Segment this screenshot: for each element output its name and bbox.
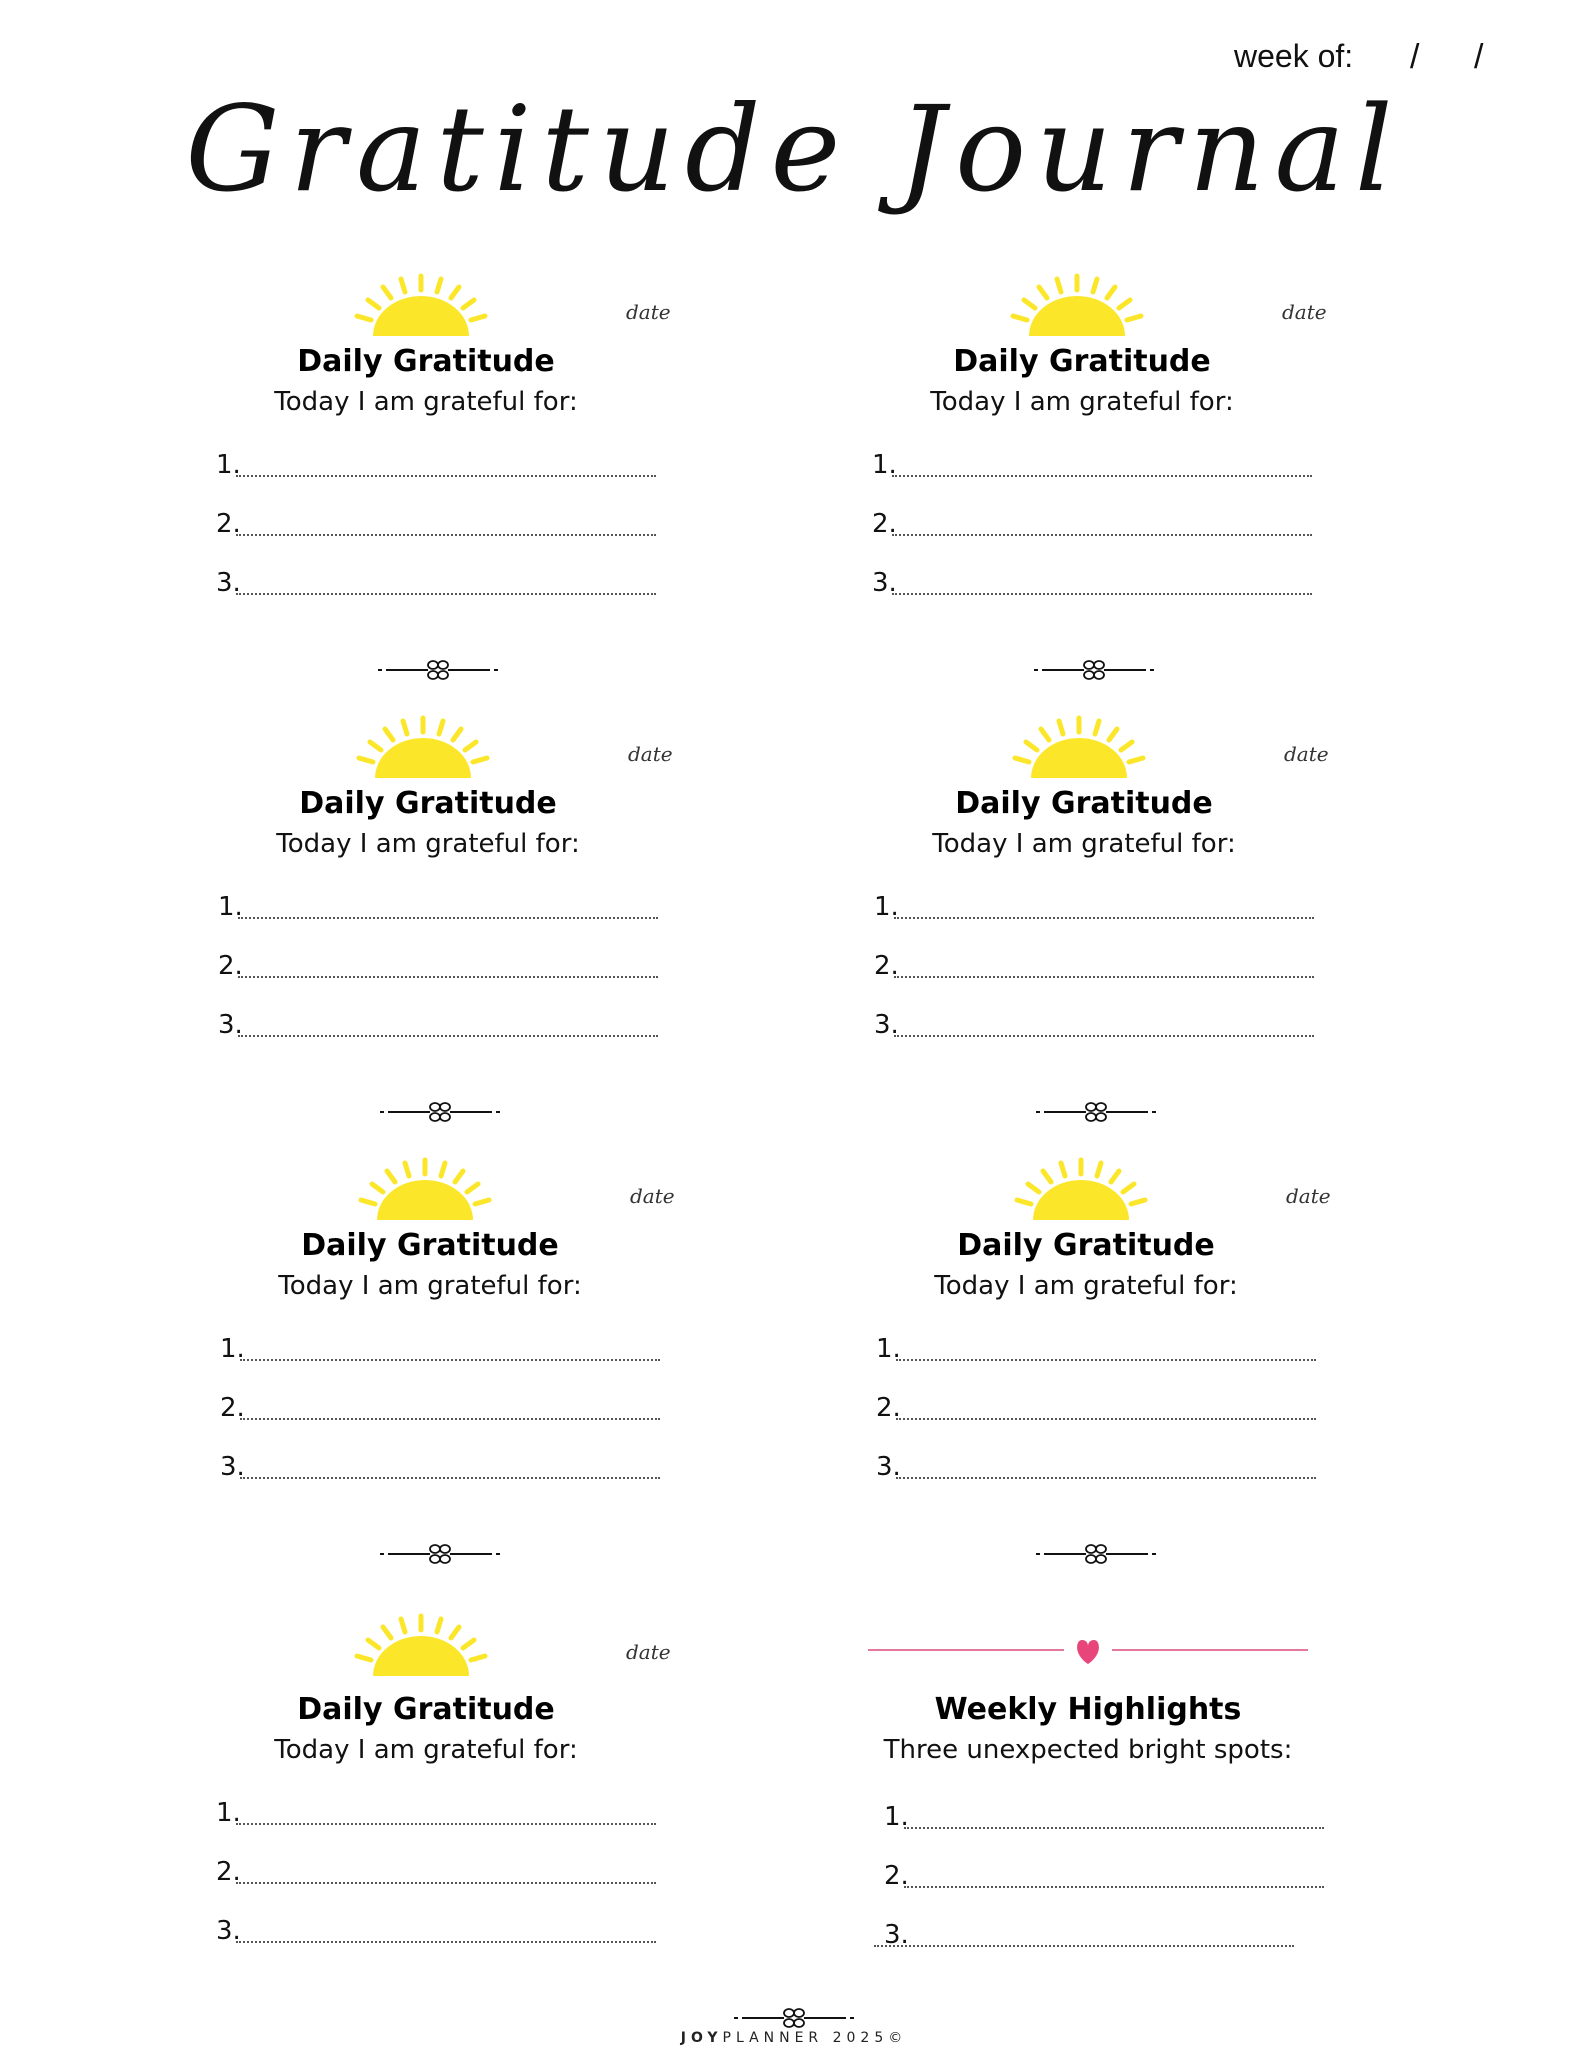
card-prompt: Three unexpected bright spots:	[883, 1735, 1293, 1765]
daily-gratitude-card	[206, 272, 686, 602]
entry-number: 1.	[876, 1334, 901, 1364]
entry-number: 1.	[874, 892, 899, 922]
entry-number: 3.	[216, 1916, 241, 1946]
card-title: Daily Gratitude	[299, 786, 557, 821]
sun-icon	[353, 714, 493, 784]
daily-gratitude-card	[208, 714, 688, 1044]
sun-icon	[355, 1156, 495, 1226]
entry-number: 2.	[876, 1393, 901, 1423]
entry-number: 1.	[872, 450, 897, 480]
entry-number: 1.	[884, 1802, 909, 1832]
entry-number: 2.	[216, 1857, 241, 1887]
dotted-line	[236, 593, 656, 595]
card-prompt: Today I am grateful for:	[274, 1735, 578, 1765]
entry-line[interactable]	[874, 1000, 1314, 1040]
card-title: Daily Gratitude	[301, 1228, 559, 1263]
entry-number: 3.	[218, 1010, 243, 1040]
date-label: date	[628, 742, 673, 766]
daily-gratitude-card	[866, 1156, 1346, 1486]
card-prompt: Today I am grateful for:	[934, 1271, 1238, 1301]
daily-gratitude-card	[206, 1612, 686, 1946]
dotted-line	[236, 1823, 656, 1825]
page-title: Gratitude Journal	[185, 80, 1403, 218]
footer-brand-rest: PLANNER 2025©	[722, 2030, 908, 2046]
card-prompt: Today I am grateful for:	[930, 387, 1234, 417]
entry-line[interactable]	[216, 1788, 656, 1828]
dotted-line	[904, 1827, 1324, 1829]
dotted-line	[240, 1477, 660, 1479]
entry-number: 2.	[216, 509, 241, 539]
entry-number: 3.	[876, 1452, 901, 1482]
entry-line[interactable]	[872, 499, 1312, 539]
entry-number: 2.	[884, 1861, 909, 1891]
entry-number: 2.	[872, 509, 897, 539]
dotted-line	[236, 1941, 656, 1943]
date-label: date	[630, 1184, 675, 1208]
dotted-line	[896, 1359, 1316, 1361]
daily-gratitude-card	[862, 272, 1342, 602]
entry-line[interactable]	[220, 1442, 660, 1482]
card-title: Daily Gratitude	[957, 1228, 1215, 1263]
dotted-line	[894, 917, 1314, 919]
dotted-line	[894, 1035, 1314, 1037]
entry-line[interactable]	[884, 1851, 1324, 1891]
entry-number: 1.	[216, 450, 241, 480]
dotted-line	[240, 1359, 660, 1361]
entry-number: 3.	[874, 1010, 899, 1040]
floral-divider-icon	[1036, 1542, 1156, 1566]
entry-number: 3.	[872, 568, 897, 598]
dotted-line	[892, 475, 1312, 477]
card-title: Daily Gratitude	[297, 344, 555, 379]
entry-line[interactable]	[220, 1383, 660, 1423]
entry-number: 2.	[218, 951, 243, 981]
card-prompt: Today I am grateful for:	[932, 829, 1236, 859]
entry-line[interactable]	[874, 941, 1314, 981]
dotted-line	[236, 1882, 656, 1884]
sun-icon	[351, 1612, 491, 1682]
card-title: Daily Gratitude	[953, 344, 1211, 379]
entry-number: 1.	[220, 1334, 245, 1364]
week-date-slash: /	[1410, 38, 1420, 76]
entry-line[interactable]	[216, 1906, 656, 1946]
card-prompt: Today I am grateful for:	[276, 829, 580, 859]
entry-line[interactable]	[874, 882, 1314, 922]
dotted-line	[240, 1418, 660, 1420]
dotted-line	[896, 1477, 1316, 1479]
entry-number: 1.	[216, 1798, 241, 1828]
card-prompt: Today I am grateful for:	[274, 387, 578, 417]
floral-divider-icon	[380, 1100, 500, 1124]
entry-number: 3.	[220, 1452, 245, 1482]
entry-line[interactable]	[218, 941, 658, 981]
entry-number: 3.	[216, 568, 241, 598]
entry-number: 2.	[874, 951, 899, 981]
entry-line[interactable]	[884, 1910, 1294, 1950]
card-prompt: Today I am grateful for:	[278, 1271, 582, 1301]
weekly-highlights-card	[868, 1612, 1348, 1950]
sun-icon	[351, 272, 491, 342]
date-label: date	[626, 300, 671, 324]
entry-number: 2.	[220, 1393, 245, 1423]
dotted-line	[894, 976, 1314, 978]
entry-line[interactable]	[220, 1324, 660, 1364]
daily-gratitude-card	[210, 1156, 690, 1486]
dotted-line	[238, 917, 658, 919]
entry-line[interactable]	[876, 1383, 1316, 1423]
dotted-line	[238, 976, 658, 978]
entry-line[interactable]	[216, 499, 656, 539]
dotted-line	[892, 534, 1312, 536]
entry-line[interactable]	[872, 440, 1312, 480]
week-date-slash: /	[1474, 38, 1484, 76]
entry-line[interactable]	[872, 558, 1312, 598]
card-title: Daily Gratitude	[297, 1692, 555, 1727]
card-title: Weekly Highlights	[934, 1692, 1242, 1727]
date-label: date	[626, 1640, 671, 1664]
sun-icon	[1009, 714, 1149, 784]
entry-line[interactable]	[216, 440, 656, 480]
entry-line[interactable]	[216, 1847, 656, 1887]
entry-line[interactable]	[218, 882, 658, 922]
entry-line[interactable]	[216, 558, 656, 598]
footer-brand-bold: JOY	[680, 2030, 723, 2046]
sun-icon	[1011, 1156, 1151, 1226]
floral-divider-icon	[1036, 1100, 1156, 1124]
dotted-line	[904, 1886, 1324, 1888]
sun-icon	[1007, 272, 1147, 342]
dotted-line	[896, 1418, 1316, 1420]
entry-line[interactable]	[876, 1324, 1316, 1364]
card-title: Daily Gratitude	[955, 786, 1213, 821]
entry-line[interactable]	[218, 1000, 658, 1040]
floral-divider-icon	[1034, 658, 1154, 682]
dotted-line	[236, 534, 656, 536]
date-label: date	[1286, 1184, 1331, 1208]
dotted-line	[892, 593, 1312, 595]
entry-line[interactable]	[884, 1792, 1324, 1832]
footer-brand	[0, 2030, 1588, 2046]
entry-number: 3.	[884, 1920, 909, 1950]
floral-divider-icon	[378, 658, 498, 682]
entry-number: 1.	[218, 892, 243, 922]
floral-divider-icon	[734, 2006, 854, 2030]
floral-divider-icon	[380, 1542, 500, 1566]
dotted-line	[874, 1945, 1294, 1947]
dotted-line	[236, 475, 656, 477]
date-label: date	[1282, 300, 1327, 324]
dotted-line	[238, 1035, 658, 1037]
entry-line[interactable]	[876, 1442, 1316, 1482]
date-label: date	[1284, 742, 1329, 766]
daily-gratitude-card	[864, 714, 1344, 1044]
week-of-label: week of:	[1234, 38, 1354, 74]
